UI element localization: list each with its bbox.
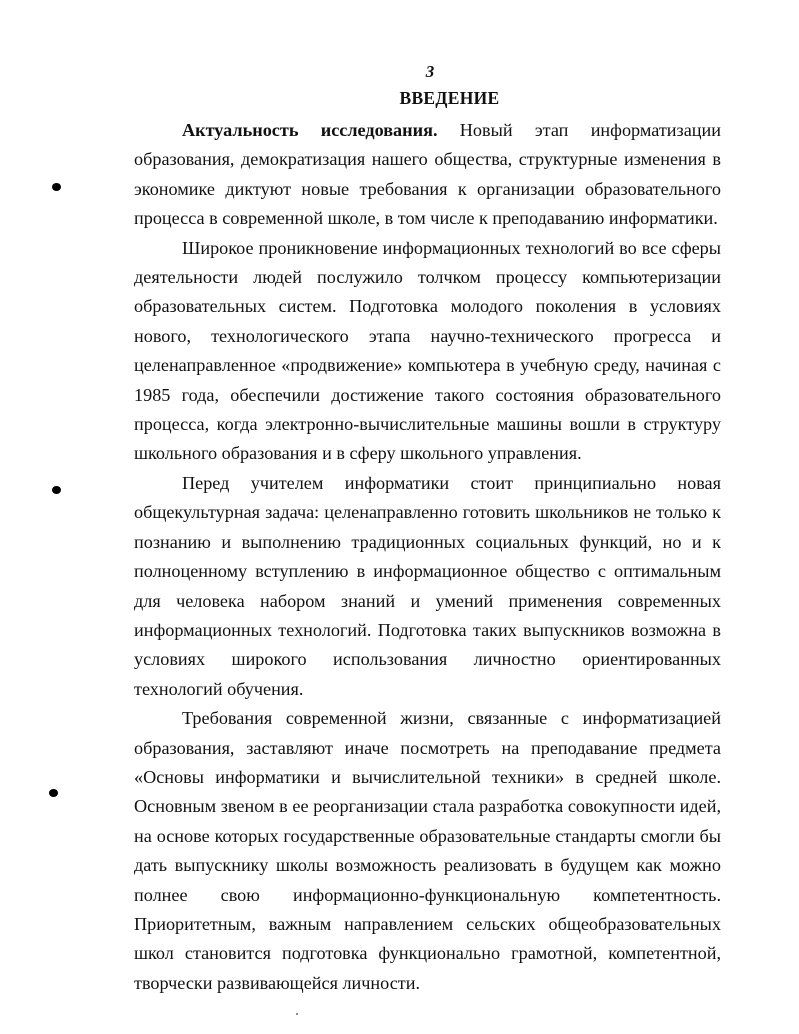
page-number: 3 xyxy=(425,62,435,81)
punch-hole-mark xyxy=(52,486,61,494)
paragraph-lead: Актуальность исследования. xyxy=(182,120,438,140)
paragraph-text: Новый этап информатизации образования, демократизация нашего общества, структурные изменения в экономике диктуют новые требования к организации образовательного процесса в современной школе, в том числе к преподаванию информатики. xyxy=(134,120,721,229)
page-heading: ВВЕДЕНИЕ xyxy=(399,88,500,108)
paragraph-text: Перед учителем информатики стоит принципиально новая общекультурная задача: целенаправленно готовить школьников не только к познанию и выполнению традиционных социальных функций, но и к полноценному вступлению в информационное общество с оптимальным для человека набором знаний и умений применения современных информационных технологий. Подготовка таких выпускников возможна в условиях широкого использования личностно ориентированных технологий обучения. xyxy=(134,472,721,699)
paragraph-text: Широкое проникновение информационных технологий во все сферы деятельности людей послужило толчком процессу компьютеризации образовательных систем. Подготовка молодого поколения в условиях нового, технологического этапа научно-технического прогресса и целенаправленное «продвижение» компьютера в учебную среду, начиная с 1985 года, обеспечили достижение такого состояния образовательного процесса, когда электронно-вычислительные машины вошли в структуру школьного образования и в сферу школьного управления. xyxy=(134,237,721,464)
body-text xyxy=(134,116,721,998)
scan-speck xyxy=(296,1013,298,1015)
punch-hole-mark xyxy=(49,789,58,797)
paragraph-text: Требования современной жизни, связанные с информатизацией образования, заставляют иначе посмотреть на преподавание предмета «Основы информатики и вычислительной техники» в средней школе. Основным звеном в ее реорганизации стала разработка совокупности идей, на основе которых государственные образовательные стандарты смогли бы дать выпускнику школы возможность реализовать в будущем как можно полнее свою информационно-функциональную компетентность. Приоритетным, важным направлением сельских общеобразовательных школ становится подготовка функционально грамотной, компетентной, творчески развивающейся личности. xyxy=(134,708,721,993)
punch-hole-mark xyxy=(52,183,61,191)
paragraph-relevance xyxy=(134,116,721,234)
